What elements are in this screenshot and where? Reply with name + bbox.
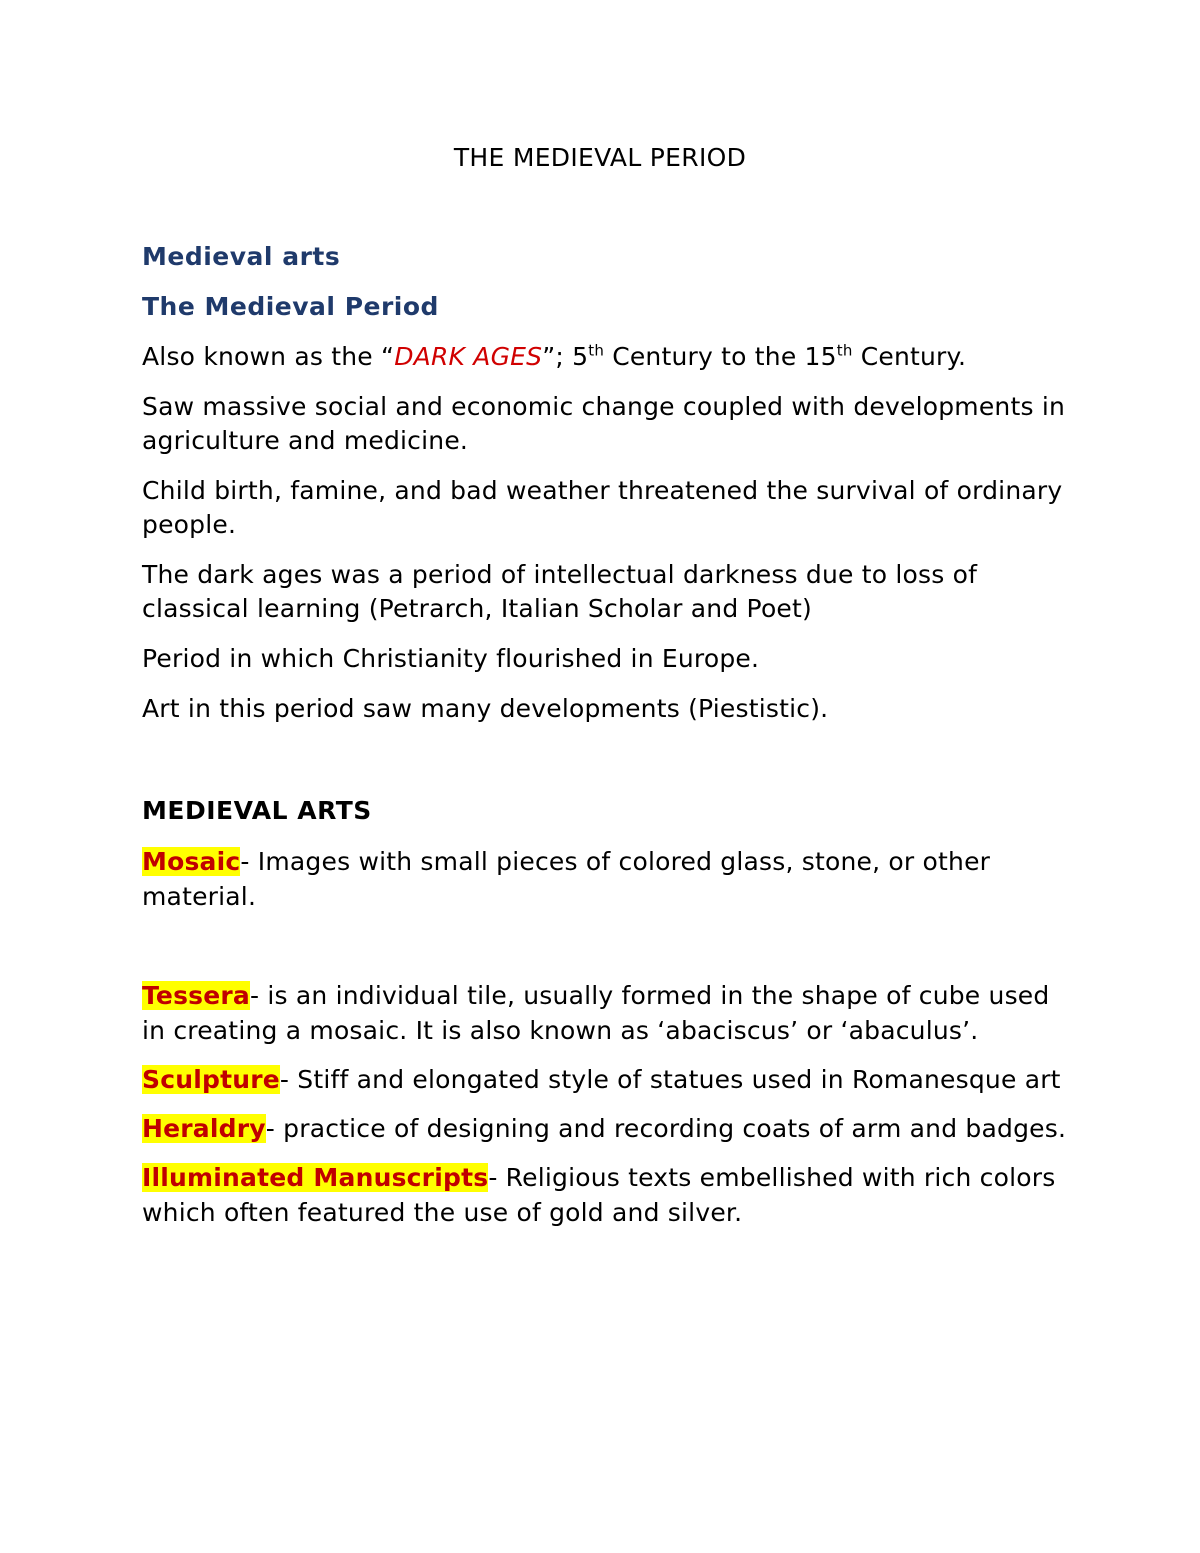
intro-p1-pre: Also known as the “	[142, 342, 395, 371]
term-mosaic	[142, 844, 1077, 914]
intro-paragraph-1	[142, 340, 1077, 374]
intro-p1-mid2: Century to the 15	[604, 342, 837, 371]
superscript-th-1: th	[588, 341, 605, 360]
term-label: Sculpture	[142, 1065, 280, 1094]
term-definition: - practice of designing and recording coats of arm and badges.	[265, 1114, 1067, 1143]
blank-line	[142, 742, 1077, 794]
intro-p1-mid1: ”; 5	[542, 342, 589, 371]
intro-paragraph-4: The dark ages was a period of intellectual darkness due to loss of classical learning (Petrarch, Italian Scholar and Poet)	[142, 560, 978, 623]
term-definition: - Images with small pieces of colored glass, stone, or other material.	[142, 847, 991, 911]
term-label: Mosaic	[142, 847, 241, 876]
term-label: Heraldry	[142, 1114, 266, 1143]
term-label: Tessera	[142, 981, 251, 1010]
term-label: Illuminated Manuscripts	[142, 1163, 489, 1192]
heading-medieval-arts: Medieval arts	[142, 242, 341, 271]
blank-line	[142, 928, 1077, 978]
intro-paragraph-5: Period in which Christianity flourished in Europe.	[142, 644, 760, 673]
term-definition: - Religious texts embellished with rich colors which often featured the use of gold and silver.	[142, 1163, 1056, 1227]
document-title: THE MEDIEVAL PERIOD	[453, 143, 747, 172]
term-heraldry	[142, 1111, 1077, 1146]
heading-medieval-period: The Medieval Period	[142, 292, 439, 321]
intro-paragraph-2: Saw massive social and economic change coupled with developments in agriculture and medicine.	[142, 392, 1066, 455]
term-definition: - Stiff and elongated style of statues used in Romanesque art	[279, 1065, 1061, 1094]
heading-medieval-arts-caps: MEDIEVAL ARTS	[142, 796, 372, 825]
intro-paragraph-3: Child birth, famine, and bad weather threatened the survival of ordinary people.	[142, 476, 1063, 539]
superscript-th-2: th	[836, 341, 853, 360]
term-illuminated-manuscripts	[142, 1160, 1077, 1230]
term-sculpture	[142, 1062, 1077, 1097]
intro-p1-post: Century.	[852, 342, 967, 371]
term-definition: - is an individual tile, usually formed in the shape of cube used in creating a mosaic. It is also known as ‘abaciscus’ or ‘abaculus’.	[142, 981, 1050, 1045]
document-body	[142, 240, 1077, 1244]
term-tessera	[142, 978, 1077, 1048]
intro-paragraph-6: Art in this period saw many developments (Piestistic).	[142, 694, 829, 723]
dark-ages-text: DARK AGES	[394, 342, 543, 371]
